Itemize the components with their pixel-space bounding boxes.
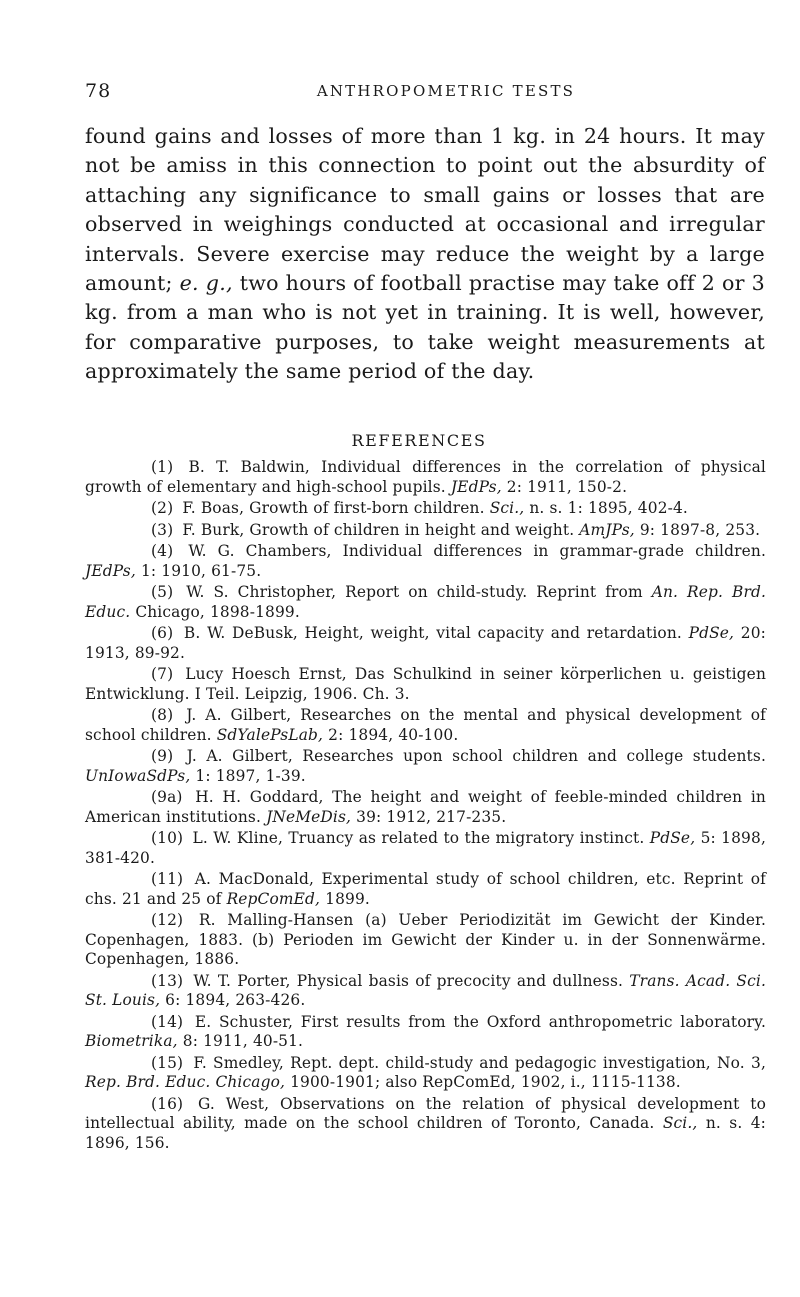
reference-source: Biometrika,	[85, 1032, 178, 1050]
reference-item	[85, 499, 766, 519]
reference-details: 1: 1897, 1-39.	[195, 766, 306, 785]
reference-text: A. MacDonald, Experimental study of school children, etc. Reprint of chs. 21 and 25 of	[85, 870, 766, 908]
reference-item	[85, 829, 766, 868]
reference-details: 1900-1901; also RepComEd, 1902, i., 1115-1138.	[290, 1073, 681, 1091]
reference-number: (9)	[151, 747, 174, 765]
reference-item	[85, 911, 766, 970]
reference-source: Sci.,	[662, 1114, 698, 1132]
reference-details: 2: 1911, 150-2.	[506, 477, 628, 496]
reference-number: (1)	[151, 458, 174, 476]
reference-source: AmJPs,	[579, 520, 635, 539]
reference-text: G. West, Observations on the relation of physical development to intellectual ability, made on the school children of Toronto, Canada.	[85, 1094, 767, 1132]
references-list	[85, 458, 766, 1155]
body-paragraph	[85, 122, 765, 387]
reference-text: W. G. Chambers, Individual differences in grammar-grade children.	[188, 542, 766, 560]
reference-item	[85, 1054, 766, 1093]
reference-details: 9: 1897-8, 253.	[639, 520, 761, 539]
reference-source: PdSe,	[688, 624, 735, 642]
reference-item	[85, 972, 766, 1011]
reference-item	[85, 458, 766, 497]
reference-source: UnIowaSdPs,	[85, 766, 191, 785]
reference-text: E. Schuster, First results from the Oxford anthropometric laboratory.	[194, 1012, 767, 1031]
reference-text: L. W. Kline, Truancy as related to the migratory instinct.	[192, 829, 645, 847]
reference-details: 6: 1894, 263-426.	[165, 991, 306, 1009]
reference-item	[85, 747, 766, 786]
reference-source: RepComEd,	[226, 889, 321, 908]
reference-item	[85, 706, 766, 745]
reference-item	[85, 583, 766, 622]
reference-number: (7)	[151, 665, 174, 683]
reference-details: 39: 1912, 217-235.	[356, 807, 507, 826]
reference-details: n. s. 4: 1896, 156.	[85, 1114, 767, 1152]
reference-details: 1899.	[325, 889, 370, 908]
references-heading: REFERENCES	[351, 431, 487, 450]
reference-number: (15)	[151, 1053, 184, 1072]
reference-source: SdYalePsLab,	[216, 725, 324, 744]
reference-number: (6)	[151, 624, 174, 642]
reference-number: (3)	[151, 520, 174, 539]
reference-details: 5: 1898, 381-420.	[85, 829, 766, 867]
reference-text: B. T. Baldwin, Individual differences in the correlation of physical growth of elementary and high-school pupils.	[85, 458, 766, 496]
reference-details: Chicago, 1898-1899.	[135, 602, 300, 621]
reference-details: n. s. 1: 1895, 402-4.	[529, 499, 688, 517]
reference-item	[85, 665, 766, 704]
reference-text: R. Malling-Hansen (a) Ueber Periodizität im Gewicht der Kinder. Copenhagen, 1883. (b) Perioden im Gewicht der Kinder u. in der Sonnenwärme. Copenhagen, 1886.	[85, 911, 767, 968]
body-text-part-1: found gains and losses of more than 1 kg. in 24 hours. It may not be amiss in this connection to point out the absurdity of attaching any significance to small gains or losses that are observed in weighings conducted at occasional and irregular intervals. Severe exercise may reduce the weight by a large amount;	[85, 124, 765, 296]
reference-item	[85, 788, 766, 827]
page-number: 78	[85, 80, 112, 102]
reference-number: (13)	[151, 971, 184, 990]
reference-source: An. Rep. Brd. Educ.	[85, 583, 766, 621]
reference-text: F. Burk, Growth of children in height and weight.	[182, 520, 575, 539]
reference-number: (9a)	[151, 788, 183, 806]
body-text-part-2: two hours of football practise may take off 2 or 3 kg. from a man who is not yet in training. It is well, however, for comparative purposes, to take weight measurements at approximately the same period of the day.	[85, 271, 766, 384]
reference-number: (10)	[151, 829, 184, 847]
reference-text: B. W. DeBusk, Height, weight, vital capacity and retardation.	[183, 624, 682, 642]
reference-item	[85, 1013, 766, 1052]
reference-source: Trans. Acad. Sci. St. Louis,	[85, 971, 767, 1009]
reference-details: 1: 1910, 61-75.	[140, 561, 262, 580]
reference-source: Sci.,	[489, 499, 525, 517]
reference-text: W. T. Porter, Physical basis of precocity and dullness.	[193, 971, 624, 990]
reference-number: (11)	[151, 870, 184, 888]
reference-source: JEdPs,	[450, 477, 502, 496]
reference-source: Rep. Brd. Educ. Chicago,	[85, 1073, 286, 1091]
reference-text: F. Smedley, Rept. dept. child-study and pedagogic investigation, No. 3,	[193, 1053, 766, 1072]
page-header	[85, 80, 767, 104]
reference-text: J. A. Gilbert, Researches on the mental and physical development of school children.	[85, 706, 767, 744]
reference-details: 20: 1913, 89-92.	[85, 624, 766, 662]
reference-text: H. H. Goddard, The height and weight of feeble-minded children in American institutions.	[85, 788, 766, 826]
reference-details: 8: 1911, 40-51.	[182, 1032, 304, 1050]
reference-source: JNeMeDis,	[266, 807, 352, 826]
reference-text: Lucy Hoesch Ernst, Das Schulkind in seiner körperlichen u. geistigen Entwicklung. I Teil. Leipzig, 1906. Ch. 3.	[85, 665, 767, 703]
reference-source: PdSe,	[649, 829, 696, 847]
reference-source: JEdPs,	[85, 561, 136, 580]
reference-number: (5)	[151, 583, 174, 601]
reference-number: (12)	[151, 911, 184, 929]
body-text-eg: e. g.,	[179, 271, 233, 296]
reference-details: 2: 1894, 40-100.	[328, 725, 459, 744]
reference-number: (2)	[151, 499, 174, 517]
reference-text: F. Boas, Growth of first-born children.	[182, 499, 485, 517]
reference-number: (14)	[151, 1012, 184, 1031]
reference-item	[85, 870, 766, 909]
reference-item	[85, 1095, 766, 1154]
reference-item	[85, 624, 766, 663]
reference-number: (16)	[151, 1094, 184, 1113]
reference-number: (8)	[151, 706, 174, 724]
reference-number: (4)	[151, 542, 174, 560]
reference-item	[85, 542, 766, 581]
reference-text: W. S. Christopher, Report on child-study. Reprint from	[186, 583, 643, 601]
reference-item	[85, 521, 766, 541]
running-head: ANTHROPOMETRIC TESTS	[316, 82, 576, 100]
reference-text: J. A. Gilbert, Researches upon school children and college students.	[186, 747, 766, 765]
